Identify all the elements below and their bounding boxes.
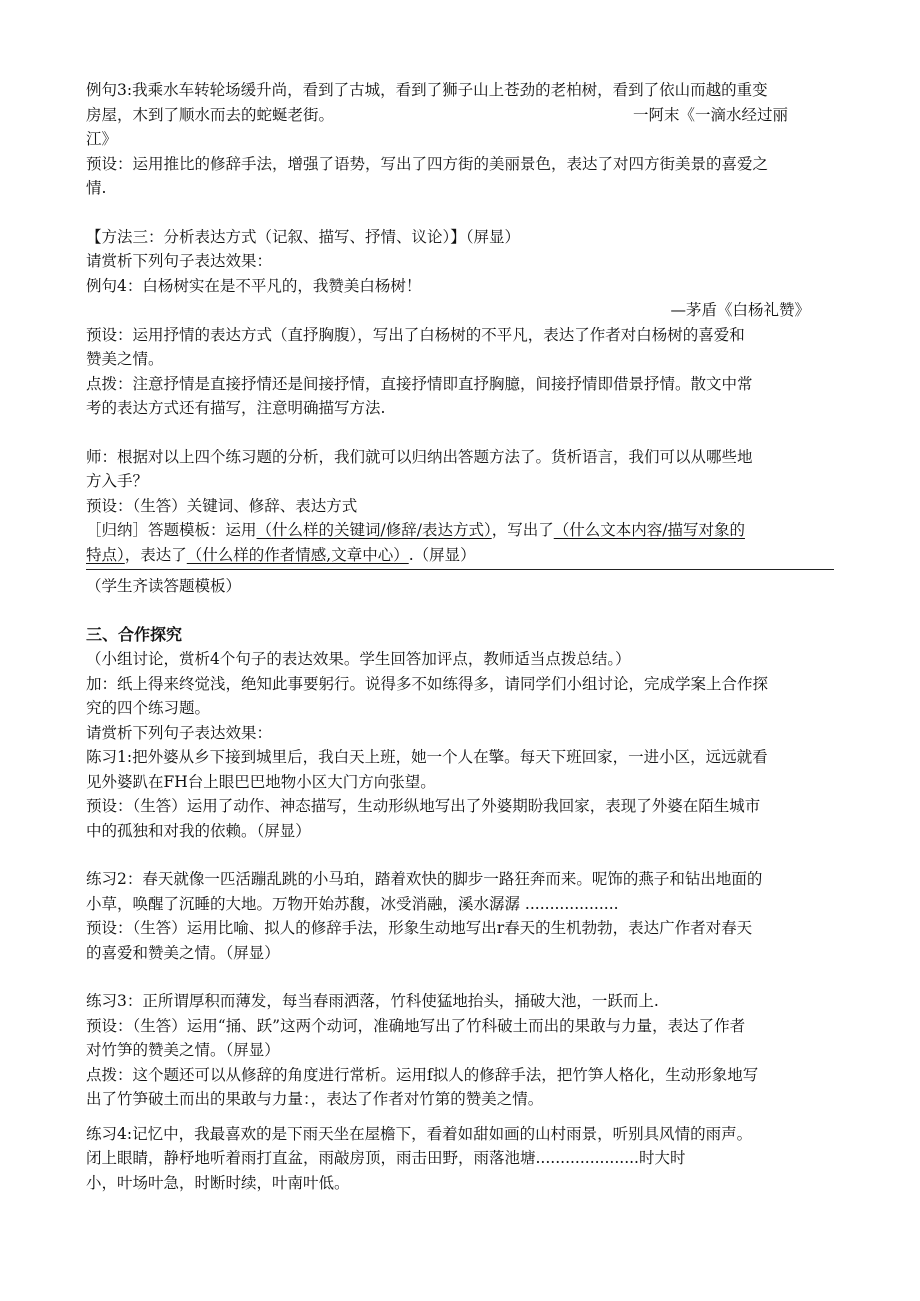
exercise2-line2: 小草，唤醒了沉睡的大地。万物开始苏馥，冰受消融，溪水潺潺 ................... — [86, 894, 619, 913]
exercise4-line1: 练习4:记忆中，我最喜欢的是下雨天坐在屋檐下，看着如甜如画的山村雨景，听别具风情的雨声。 — [86, 1124, 753, 1143]
exercise2-preset-line1: 预设：（生答）运用比喻、拟人的修辞手法，形象生动地写出r春天的生机勃勃，表达广作者对春天 — [86, 919, 753, 937]
exercise4-line2: 闭上眼睛，静杼地听着雨打直盆，雨敲房顶，雨击田野，雨落池塘.....................时大时 — [86, 1149, 686, 1167]
example3-source-end: 江》 — [86, 130, 118, 148]
section3-add-line1: 加：纸上得来终觉浅，绝知此事要躬行。说得多不如练得多，请同学们小组讨论，完成学案上合作探 — [86, 674, 769, 693]
answer-template-line2 — [86, 543, 846, 568]
exercise1-preset-line1: 预设：（生答）运用了动作、神态描写，生动形纵地写出了外婆期盼我回家，表现了外婆在陌生城市 — [86, 797, 761, 815]
teacher-preset: 预设：（生答）关键词、修辞、表达方式 — [86, 496, 358, 515]
section3-heading: 三、合作探究 — [86, 624, 183, 644]
method3-title: 【方法三：分析表达方式（记叙、描写、抒情、议论）】（屏显） — [86, 227, 521, 246]
example4-preset-line1: 预设：运用抒情的表达方式（直抒胸腹），写出了白杨树的不平凡，表达了作者对白杨树的喜爱和 — [86, 325, 745, 344]
exercise3-preset-line2: 对竹笋的赞美之情。（屏显） — [86, 1041, 280, 1059]
example4-preset-line2: 赞美之情。 — [86, 350, 164, 368]
exercise3-preset-line1: 预设：（生答）运用“捅、跃”这两个动诃，准确地写出了竹科破土而出的果敢与力量，表达了作者 — [86, 1016, 746, 1035]
template-connector-express: ，表达了 — [124, 545, 187, 564]
teacher-line1: 师：根据对以上四个练习题的分析，我们就可以归纳出答题方法了。货析语言，我们可以从哪些地 — [86, 447, 753, 466]
answer-template-line1 — [86, 518, 846, 543]
template-blank-emotion: （什么样的作者情感,文章中心） — [186, 545, 409, 564]
exercise3-tip-line1: 点拨：这个题还可以从修辞的角度进行常析。运用f拟人的修辞手法，把竹笋人格化，生动形象地写 — [86, 1065, 759, 1084]
template-label: ［归纳］答题模板：运用 — [86, 521, 257, 539]
example3-line1: 例句3:我乘水车转轮场缓升尚，看到了古城，看到了狮子山上苍劲的老柏树，看到了依山而越的重变 — [86, 81, 768, 99]
exercise2-line1: 练习2：春天就像一匹活蹦乱跳的小马珀，踏着欢快的脚步一路狂奔而来。呢饰的燕子和钻出地面的 — [86, 870, 763, 888]
example4-tip-line2: 考的表达方式还有描写，注意明确描写方法. — [86, 399, 386, 417]
document-page — [86, 78, 846, 1195]
example4-source: —茅盾《白杨礼赞》 — [670, 301, 810, 319]
template-blank-content-end: 特点） — [86, 545, 125, 564]
example3-preset-line2: 情. — [86, 179, 107, 197]
exercise4-line3: 小，叶场叶急，时断时续，叶南叶低。 — [86, 1173, 350, 1192]
method3-prompt: 请赏析下列句子表达效果： — [86, 252, 273, 270]
template-blank-keyword: （什么样的关键词/修辞/表达方式） — [256, 521, 492, 539]
example4-sentence: 例句4：白杨树实在是不平凡的，我赞美白杨树！ — [86, 276, 422, 295]
students-read-note: （学生齐读答题模板） — [86, 577, 242, 595]
section3-intro: （小组讨论，赏析4个句子的表达效果。学生回答加评点，教师适当点拨总结。） — [86, 650, 631, 668]
example3-preset-line1: 预设：运用推比的修辞手法，增强了语势，写出了四方街的美丽景色，表达了对四方街美景的喜爱之 — [86, 154, 769, 173]
teacher-line2: 方入手？ — [86, 472, 149, 490]
template-blank-content: （什么文本内容/描写对象的 — [553, 521, 745, 539]
example3-line2-row — [86, 103, 846, 128]
exercise1-preset-line2: 中的孤独和对我的依赖。（屏显） — [86, 821, 311, 840]
exercise1-line1: 陈习1:把外婆从乡下接到城里后，我白天上班，她一个人在擎。每天下班回家，一进小区，远远就看 — [86, 748, 768, 766]
exercise2-preset-line2: 的喜爱和赞美之情。（屏显） — [86, 943, 280, 962]
exercise3-line1: 练习3：正所谓厚积而薄发，每当春雨洒落，竹科使猛地抬头，捅破大池，一跃而上. — [86, 992, 659, 1010]
exercise3-tip-line2: 出了竹笋破土而出的果敢与力量：，表达了作者对竹第的赞美之情。 — [86, 1090, 544, 1108]
template-end: .（屏显） — [408, 545, 476, 564]
template-connector-write: ，写出了 — [491, 521, 554, 539]
example3-line2: 房屋，木到了顺水而去的蛇蜒老街。 — [86, 105, 335, 124]
divider-line — [86, 569, 834, 570]
example3-source: 一阿末《一滴水经过丽 — [632, 105, 788, 124]
exercise1-line2: 见外婆趴在FH台上眼巴巴地物小区大门方向张望。 — [86, 772, 436, 791]
example4-tip-line1: 点拨：注意抒情是直接抒情还是间接抒情，直接抒情即直抒胸臆，间接抒情即借景抒情。散文中常 — [86, 374, 753, 393]
section3-add-line2: 究的四个练习题。 — [86, 699, 211, 717]
section3-prompt: 请赏析下列句子表达效果： — [86, 723, 273, 742]
